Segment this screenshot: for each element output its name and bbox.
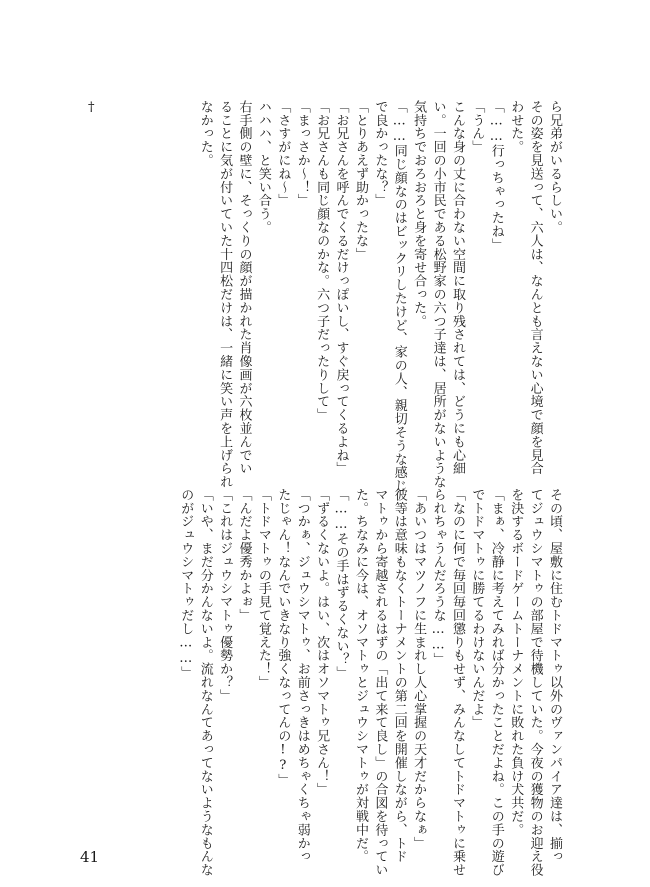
text-line: られちゃうんだろうな……」 <box>430 488 446 667</box>
text-line: てジュウシマトゥの部屋で待機していた。今夜の獲物のお迎え役 <box>527 488 543 877</box>
section-break-dagger: † <box>88 100 95 115</box>
text-line: 「とりあえず助かったな」 <box>352 100 368 261</box>
text-line: 「んだよ優秀かよぉ」 <box>236 488 252 622</box>
text-line: ハハハ、と笑い合う。 <box>255 100 271 234</box>
text-line: ら兄弟がいるらしい。 <box>547 100 562 234</box>
text-line: 右手側の壁に、そっくりの顔が描かれた肖像画が六枚並んでい <box>236 100 252 476</box>
text-line: マトゥから寄越されるはずの「出て来て良し」の合図を待ってい <box>372 488 388 877</box>
text-line: わせた。 <box>508 100 524 154</box>
text-line: 「つかぁ、ジュウシマトゥ、お前さっきはめちゃくちゃ弱かっ <box>294 488 310 864</box>
text-line: 「……同じ顔なのはビックリしたけど、家の人、親切そうな感じ <box>391 100 407 493</box>
text-line: 「ずるくないよ。はい、次はオソマトゥ兄さん！」 <box>314 488 330 797</box>
text-line: い。一回の小市民である松野家の六つ子達は、居所がないような <box>430 100 446 489</box>
text-line: 「あいつはマツノフに生まれし人心掌握の天才だからなぁ」 <box>411 488 427 850</box>
text-line: なかった。 <box>197 100 213 167</box>
text-line: ることに気が付いていた十四松だけは、一緒に笑い声を上げられ <box>217 100 233 489</box>
text-line: 「……行っちゃったね」 <box>488 100 504 252</box>
text-line: 「さすがにね〜」 <box>275 100 291 208</box>
text-line: たじゃん！なんでいきなり強くなってんの!?」 <box>275 488 291 787</box>
text-line: 「まっさか〜！」 <box>294 100 310 208</box>
text-line: のがジュウシマトゥだし……」 <box>178 488 194 680</box>
text-line: その頃、屋敷に住むトドマトゥ以外のヴァンパイア達は、揃っ <box>547 488 562 864</box>
text-line: 気持ちでおろおろと身を寄せ合った。 <box>411 100 427 328</box>
text-line: こんな身の丈に合わない空間に取り残されては、どうにも心細 <box>449 100 465 476</box>
text-line: 「まぁ、冷静に考えてみれば分かったことだよね。この手の遊び <box>488 488 504 877</box>
text-line: 「これはジュウシマトゥ優勢か？」 <box>217 488 233 703</box>
text-line: 「お兄さんを呼んでくるだけっぽいし、すぐ戻ってくるよね」 <box>333 100 349 476</box>
text-line: 「なのに何で毎回毎回懲りもせず、みんなしてトドマトゥに乗せ <box>449 488 465 877</box>
page-number: 41 <box>80 848 100 866</box>
lower-text-block <box>176 488 564 877</box>
upper-text-block <box>195 100 564 493</box>
text-line: 「……その手はずるくない？」 <box>333 488 349 680</box>
text-line: その姿を見送って、六人は、なんとも言えない心境で顔を見合 <box>527 100 543 476</box>
text-line: 「お兄さんも同じ顔なのかな。六つ子だったりして」 <box>314 100 330 422</box>
text-line: 彼等は意味もなくトーナメントの第二回を開催しながら、トド <box>391 488 407 864</box>
text-line: 「うん」 <box>469 100 485 154</box>
text-line: 「いや、まだ分かんないよ。流れなんてあってないようなもんな <box>197 488 213 877</box>
text-line: た。ちなみに今は、オソマトゥとジュウシマトゥが対戦中だ。 <box>352 488 368 864</box>
text-line: 「トドマトゥの手見て覚えた！」 <box>255 488 271 689</box>
text-line: を決するボードゲームトーナメントに敗れた負け犬共だ。 <box>508 488 524 837</box>
text-line: でトドマトゥに勝てるわけないんだよ」 <box>469 488 485 730</box>
text-line: で良かったな？」 <box>372 100 388 208</box>
